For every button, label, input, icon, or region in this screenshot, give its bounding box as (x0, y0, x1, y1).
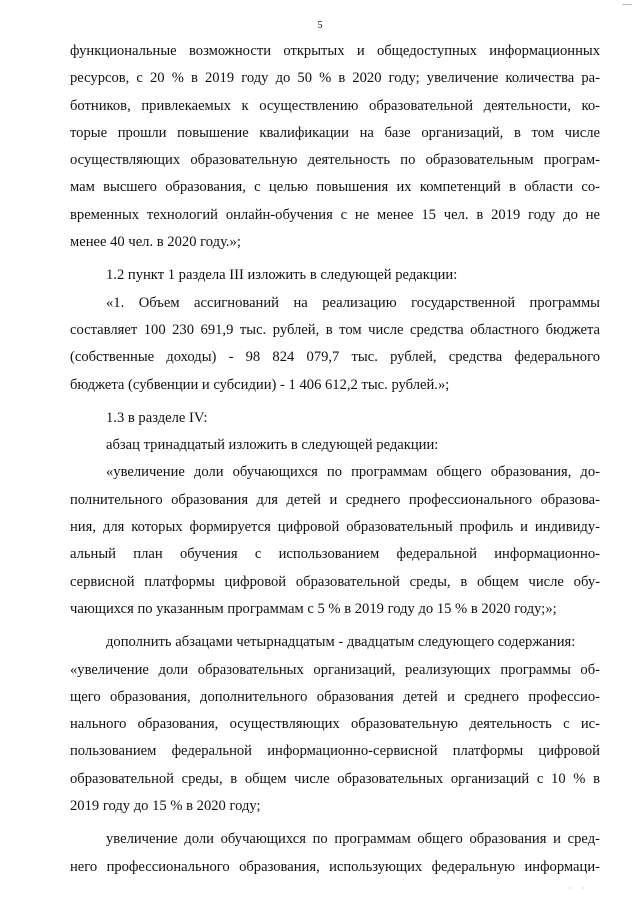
text-line: щего образования, дополнительного образования детей и среднего профессио- (70, 688, 600, 705)
text-line: нального образования, осуществляющих образовательную деятельность с ис- (70, 716, 600, 733)
text-line: сервисной платформы цифровой образовательной среды, в общем числе обу- (70, 573, 600, 590)
text-line: «1. Объем ассигнований на реализацию государственной программы (106, 294, 600, 311)
text-line: него профессионального образования, использующих федеральную информаци- (70, 858, 600, 875)
text-line: бюджета (субвенции и субсидии) - 1 406 612,2 тыс. рублей.»; (70, 376, 450, 393)
text-line: менее 40 чел. в 2020 году.»; (70, 234, 241, 251)
page-number: 5 (317, 20, 323, 31)
text-line: 1.3 в разделе IV: (106, 409, 208, 426)
text-line: 2019 году до 15 % в 2020 году; (70, 798, 261, 815)
text-line: альный план обучения с использованием федеральной информационно- (70, 546, 600, 563)
text-line: осуществляющих образовательную деятельность по образовательным програм- (70, 152, 600, 169)
text-line: торые прошли повышение квалификации на базе организаций, в том числе (70, 124, 600, 141)
document-body (70, 38, 600, 881)
text-line: «увеличение доли образовательных организаций, реализующих программы об- (70, 661, 600, 678)
corner-mark (622, 0, 632, 5)
text-line: ния, для которых формируется цифровой образовательный профиль и индивиду- (70, 519, 600, 536)
text-line: функциональные возможности открытых и общедоступных информационных (70, 43, 600, 59)
text-line: пользованием федеральной информационно-сервисной платформы цифровой (70, 743, 600, 760)
text-line: временных технологий онлайн-обучения с не менее 15 чел. в 2019 году до не (70, 206, 600, 223)
text-line: 1.2 пункт 1 раздела III изложить в следующей редакции: (106, 267, 458, 284)
text-line: «увеличение доли обучающихся по программам общего образования, до- (106, 464, 600, 481)
text-line: ресурсов, с 20 % в 2019 году до 50 % в 2020 году; увеличение количества ра- (70, 70, 600, 87)
text-line: чающихся по указанным программам с 5 % в 2019 году до 15 % в 2020 году;»; (70, 600, 557, 617)
text-line: образовательной среды, в общем числе образовательных организаций с 10 % в (70, 770, 600, 787)
text-line: увеличение доли обучающихся по программам общего образования и сред- (106, 831, 600, 848)
text-line: ботников, привлекаемых к осуществлению образовательной деятельности, ко- (70, 97, 600, 114)
scan-marks: · · (568, 884, 588, 893)
text-line: составляет 100 230 691,9 тыс. рублей, в том числе средства областного бюджета (70, 321, 600, 338)
text-line: дополнить абзацами четырнадцатым - двадцатым следующего содержания: (106, 634, 576, 651)
text-line: мам высшего образования, с целью повышения их компетенций в области со- (70, 179, 600, 196)
text-line: абзац тринадцатый изложить в следующей редакции: (106, 437, 439, 454)
text-line: (собственные доходы) - 98 824 079,7 тыс. рублей, средства федерального (70, 349, 600, 366)
text-line: полнительного образования для детей и среднего профессионального образова- (70, 491, 600, 508)
